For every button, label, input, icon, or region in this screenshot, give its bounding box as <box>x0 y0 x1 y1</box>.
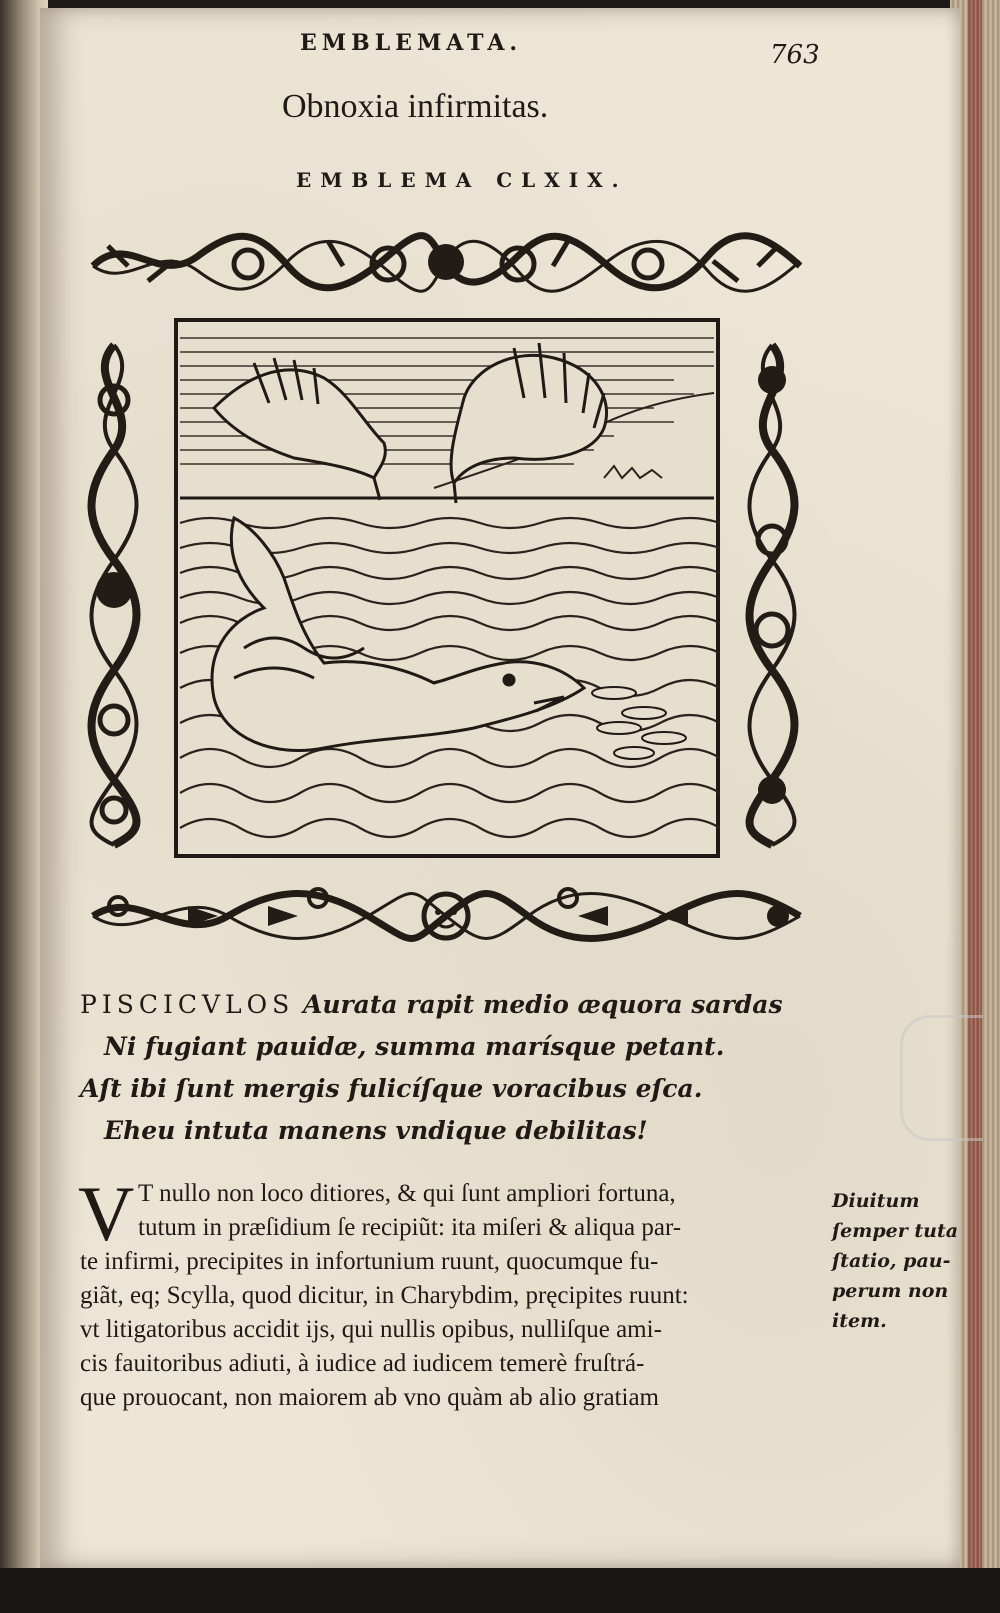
verse-lead-word: PISCICVLOS <box>80 990 295 1019</box>
verse-line-4: Eheu intuta manens vndique debilitas! <box>104 1116 648 1145</box>
ornamental-border-top <box>88 226 806 296</box>
running-head: EMBLEMATA. <box>300 30 523 56</box>
emblem-title: Obnoxia infirmitas. <box>282 88 549 125</box>
marginal-note: Diuitum ſemper tuta ſtatio, pau- perum non item. <box>832 1190 959 1332</box>
page-number: 763 <box>770 40 820 70</box>
commentary-line-5: vt litigatoribus accidit ijs, qui nullis opibus, nulliſque ami- <box>80 1316 662 1343</box>
commentary-line-1: T nullo non loco ditiores, & qui ſunt ampliori fortuna, <box>138 1180 676 1207</box>
verse-line-3: Aſt ibi ſunt mergis fulicíſque voracibus eſca. <box>80 1074 703 1103</box>
emblem-number: EMBLEMA CLXIX. <box>296 168 628 192</box>
commentary-line-3: te infirmi, precipites in infortunium ruunt, quocumque fu- <box>80 1248 659 1275</box>
emblem-woodcut <box>174 318 720 858</box>
verse-line-1 <box>80 990 783 1019</box>
verse-line-2: Ni fugiant pauidæ, summa marísque petant. <box>104 1032 725 1061</box>
ornamental-border-left <box>78 340 150 850</box>
page-edges-red <box>968 0 982 1570</box>
ornamental-border-right <box>736 340 808 850</box>
drop-cap: V <box>78 1170 135 1257</box>
commentary-line-2: tutum in præſidium ſe recipiũt: ita miſeri & aliqua par- <box>138 1214 682 1241</box>
commentary-line-6: cis fauitoribus adiuti, à iudice ad iudicem temerè fruſtrá- <box>80 1350 645 1377</box>
commentary-line-7: que prouocant, non maiorem ab vno quàm ab alio gratiam <box>80 1384 659 1411</box>
commentary-line-4: giãt, eq; Scylla, quod dicitur, in Charybdim, pręcipites ruunt: <box>80 1282 689 1309</box>
ornamental-border-bottom <box>88 876 806 956</box>
page-clip <box>900 1015 983 1141</box>
scan-bottom-edge <box>0 1568 1000 1613</box>
verse-line-1-text: Aurata rapit medio æquora sardas <box>294 990 783 1019</box>
